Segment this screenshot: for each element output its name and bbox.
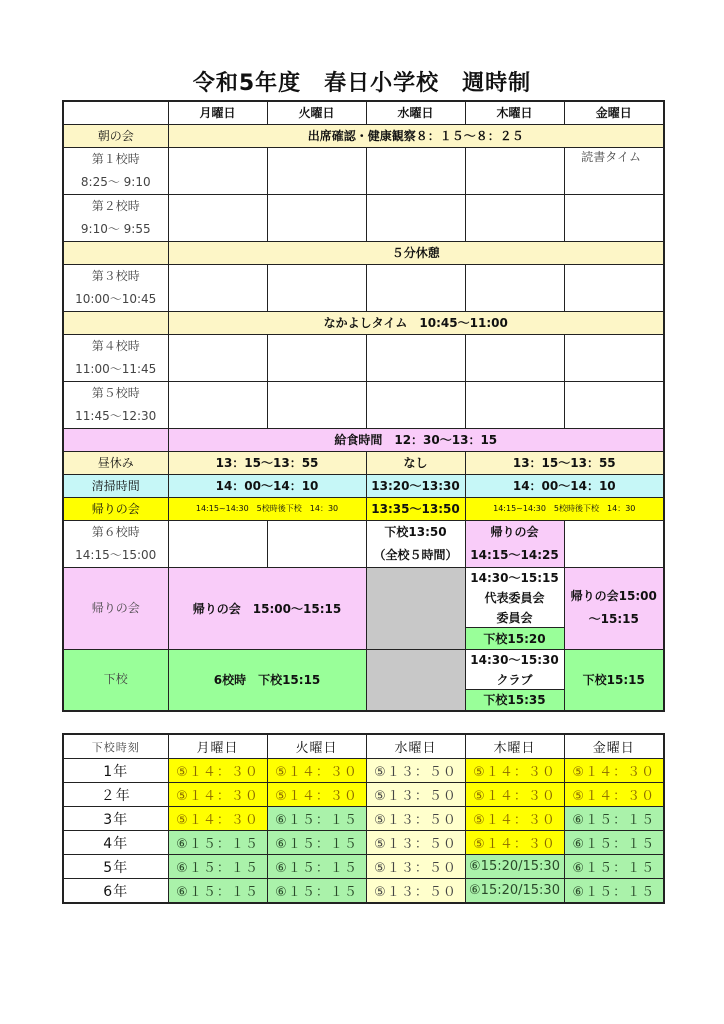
grade-label: 5年	[63, 855, 168, 879]
period-4-row	[63, 334, 664, 381]
nakayoshi-row	[63, 311, 664, 334]
times-row-grade-6	[63, 879, 664, 904]
cleaning-label: 清掃時間	[63, 474, 168, 497]
time-cell: ⑤１３：５０	[366, 831, 465, 855]
homeroom-2-thu: 14:30～15:15 代表委員会 委員会 下校15:20	[465, 567, 564, 649]
period-6-wed: 下校13:50 （全校５時間）	[366, 520, 465, 567]
dismissal-times-table	[62, 733, 665, 904]
times-day-wed: 水曜日	[366, 734, 465, 759]
times-day-tue: 火曜日	[267, 734, 366, 759]
dismissal-label: 下校	[63, 649, 168, 711]
homeroom-1-wed: 13:35～13:50	[366, 497, 465, 520]
lunch-break-row	[63, 451, 664, 474]
times-day-fri: 金曜日	[564, 734, 664, 759]
cleaning-thufri: 14：00～14：10	[465, 474, 664, 497]
time-cell: ⑤１４：３０	[168, 759, 267, 783]
morning-meeting-row	[63, 124, 664, 147]
break-text: ５分休憩	[168, 241, 664, 264]
time-cell: ⑤１４：３０	[465, 759, 564, 783]
time-cell: ⑥１５：１５	[267, 807, 366, 831]
homeroom-2-montue: 帰りの会 15:00～15:15	[168, 567, 366, 649]
period-2-label: 第２校時 9:10～ 9:55	[63, 194, 168, 241]
morning-meeting-label: 朝の会	[63, 124, 168, 147]
time-cell: ⑤１４：３０	[465, 783, 564, 807]
homeroom-1-row	[63, 497, 664, 520]
day-header-wed: 水曜日	[366, 101, 465, 124]
lunch-break-thufri: 13：15～13：55	[465, 451, 664, 474]
dismissal-thu: 14:30～15:30 クラブ 下校15:35	[465, 649, 564, 711]
time-cell: ⑤１４：３０	[168, 807, 267, 831]
day-header-fri: 金曜日	[564, 101, 664, 124]
time-cell: ⑤１３：５０	[366, 783, 465, 807]
grade-label: 4年	[63, 831, 168, 855]
day-header-thu: 木曜日	[465, 101, 564, 124]
nakayoshi-text: なかよしタイム 10:45～11:00	[168, 311, 664, 334]
lunch-text: 給食時間 12：30～13：15	[168, 428, 664, 451]
time-cell: ⑤１４：３０	[465, 807, 564, 831]
lunch-break-wed: なし	[366, 451, 465, 474]
dismissal-row	[63, 649, 664, 711]
times-header-row	[63, 734, 664, 759]
time-cell: ⑥15:20/15:30	[465, 879, 564, 904]
time-cell: ⑥１５：１５	[564, 855, 664, 879]
header-row	[63, 101, 664, 124]
time-cell: ⑤１４：３０	[465, 831, 564, 855]
time-cell: ⑤１４：３０	[564, 759, 664, 783]
dismissal-wed-empty	[366, 649, 465, 711]
weekly-schedule-table	[62, 100, 665, 712]
time-cell: ⑥１５：１５	[168, 831, 267, 855]
time-cell: ⑤１３：５０	[366, 807, 465, 831]
homeroom-1-thufri: 14:15~14:30 5校時後下校 14：30	[465, 497, 664, 520]
homeroom-2-label: 帰りの会	[63, 567, 168, 649]
reading-time-note: 読書タイム	[564, 147, 664, 194]
lunch-break-montue: 13：15～13：55	[168, 451, 366, 474]
morning-meeting-text: 出席確認・健康観察８：１５～８：２５	[168, 124, 664, 147]
time-cell: ⑥１５：１５	[564, 879, 664, 904]
period-2-row	[63, 194, 664, 241]
times-row-grade-5	[63, 855, 664, 879]
homeroom-1-label: 帰りの会	[63, 497, 168, 520]
period-1-row	[63, 147, 664, 194]
times-row-grade-4	[63, 831, 664, 855]
cleaning-wed: 13:20～13:30	[366, 474, 465, 497]
grade-label: ２年	[63, 783, 168, 807]
time-cell: ⑤１４：３０	[267, 759, 366, 783]
period-6-label: 第６校時 14:15～15:00	[63, 520, 168, 567]
time-cell: ⑤１３：５０	[366, 855, 465, 879]
time-cell: ⑥１５：１５	[267, 831, 366, 855]
grade-label: 1年	[63, 759, 168, 783]
corner-cell	[63, 101, 168, 124]
times-row-grade-2	[63, 783, 664, 807]
lunch-row	[63, 428, 664, 451]
time-cell: ⑥１５：１５	[168, 855, 267, 879]
period-4-label: 第４校時 11:00～11:45	[63, 334, 168, 381]
time-cell: ⑥１５：１５	[267, 855, 366, 879]
period-5-label: 第５校時 11:45～12:30	[63, 381, 168, 428]
times-day-mon: 月曜日	[168, 734, 267, 759]
grade-label: 3年	[63, 807, 168, 831]
time-cell: ⑥１５：１５	[564, 831, 664, 855]
time-cell: ⑤１４：３０	[564, 783, 664, 807]
period-6-thu: 帰りの会 14:15～14:25	[465, 520, 564, 567]
homeroom-2-fri: 帰りの会15:00 ～15:15	[564, 567, 664, 649]
time-cell: ⑤１４：３０	[267, 783, 366, 807]
time-cell: ⑥１５：１５	[168, 879, 267, 904]
times-header-label: 下校時刻	[63, 734, 168, 759]
period-5-row	[63, 381, 664, 428]
break-row	[63, 241, 664, 264]
times-day-thu: 木曜日	[465, 734, 564, 759]
grade-label: 6年	[63, 879, 168, 904]
time-cell: ⑤１３：５０	[366, 759, 465, 783]
dismissal-fri: 下校15:15	[564, 649, 664, 711]
homeroom-2-row	[63, 567, 664, 649]
time-cell: ⑥15:20/15:30	[465, 855, 564, 879]
period-3-row	[63, 264, 664, 311]
times-row-grade-3	[63, 807, 664, 831]
times-row-grade-1	[63, 759, 664, 783]
page-title: 令和5年度 春日小学校 週時制	[192, 71, 532, 96]
period-3-label: 第３校時 10:00～10:45	[63, 264, 168, 311]
time-cell: ⑤１３：５０	[366, 879, 465, 904]
lunch-break-label: 昼休み	[63, 451, 168, 474]
time-cell: ⑥１５：１５	[564, 807, 664, 831]
cleaning-row	[63, 474, 664, 497]
period-6-row	[63, 520, 664, 567]
time-cell: ⑥１５：１５	[267, 879, 366, 904]
dismissal-montue: 6校時 下校15:15	[168, 649, 366, 711]
cleaning-montue: 14：00～14：10	[168, 474, 366, 497]
time-cell: ⑤１４：３０	[168, 783, 267, 807]
period-1-label: 第１校時 8:25～ 9:10	[63, 147, 168, 194]
day-header-mon: 月曜日	[168, 101, 267, 124]
homeroom-2-wed-empty	[366, 567, 465, 649]
homeroom-1-montue: 14:15~14:30 5校時後下校 14：30	[168, 497, 366, 520]
day-header-tue: 火曜日	[267, 101, 366, 124]
